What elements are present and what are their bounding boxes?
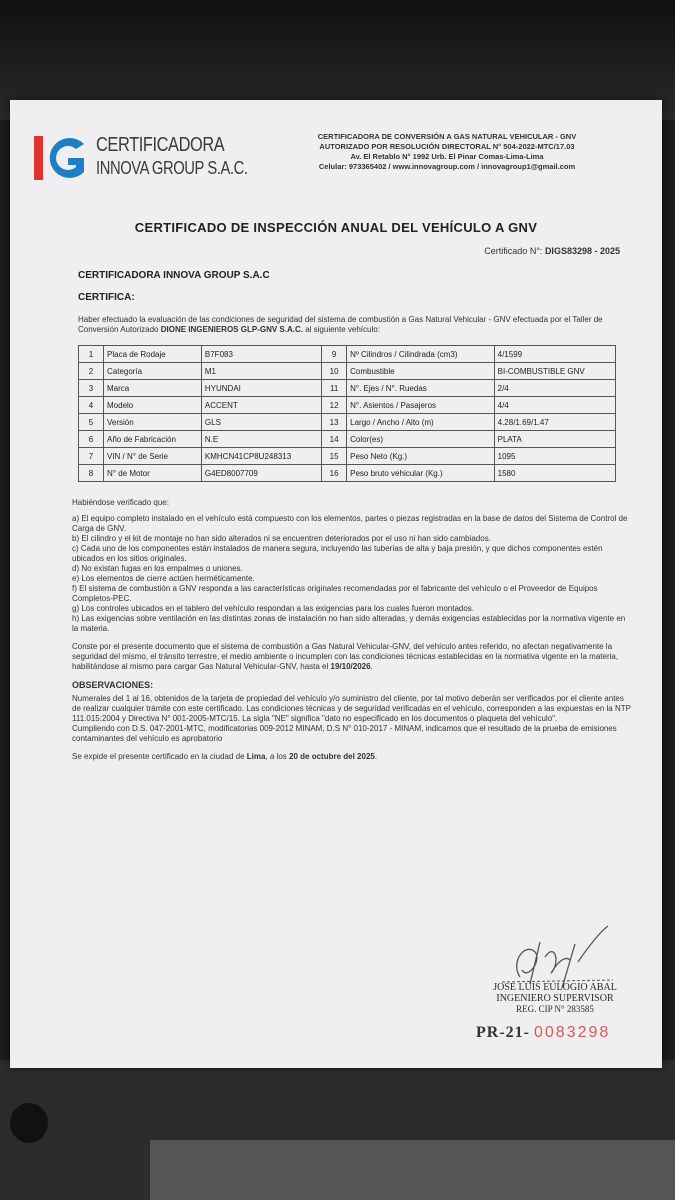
verification-item: e) Los elementos de cierre actúen herméticamente. <box>72 574 255 583</box>
company-logo <box>32 130 248 186</box>
conste-text: Conste por el presente documento que el sistema de combustión a Gas Natural Vehicular-GNV, del vehículo antes referido, no afectan negativamente la seguridad del mismo, el tránsito terrestre, el medio ambiente o incumplen con las condiciones técnicas establecidas en la normativa vigente en la materia, habilitándose al mismo para cargar Gas Natural Vehicular-GNV, hasta el <box>72 642 619 671</box>
table-cell-field-value: 2/4 <box>494 380 615 397</box>
table-cell-field-value: N.E <box>201 431 321 448</box>
vehicle-table-row <box>79 380 616 397</box>
table-cell-row-num: 11 <box>322 380 347 397</box>
vehicle-table-row <box>79 397 616 414</box>
verification-item: f) El sistema de combustión a GNV responda a las características originales recomendadas por el fabricante del vehículo o el Proveedor de Equipos Completos-PEC. <box>72 584 598 603</box>
header-line: Celular: 973365402 / www.innovagroup.com / innovagroup1@gmail.com <box>318 162 576 171</box>
table-cell-field-label: VIN / N° de Serie <box>104 448 202 465</box>
floor <box>150 1140 675 1200</box>
vehicle-table <box>78 345 616 482</box>
table-cell-field-value: PLATA <box>494 431 615 448</box>
certificate-number <box>484 246 620 256</box>
table-cell-field-label: N°. Asientos / Pasajeros <box>347 397 495 414</box>
serial-digits: 0083298 <box>533 1024 611 1041</box>
table-cell-row-num: 2 <box>79 363 104 380</box>
table-cell-field-value: G4ED8007709 <box>201 465 321 482</box>
observaciones-text2: Cumpliendo con D.S. 047-2001-MTC, modificatorias 009-2012 MINAM, D.S N° 010-2017 - MINAM, indicamos que el resultado de la prueba de emisiones contaminantes del vehículo es aprobatorio <box>72 724 617 743</box>
observaciones-title: OBSERVACIONES: <box>72 680 154 690</box>
table-cell-field-value: B7F083 <box>201 346 321 363</box>
verification-item: c) Cada uno de los componentes están instalados de manera segura, incluyendo las tuberías de alta y baja presión, y que dichos componentes estén ubicados en los sitios originales. <box>72 544 603 563</box>
table-cell-field-value: BI-COMBUSTIBLE GNV <box>494 363 615 380</box>
table-cell-field-label: Categoría <box>104 363 202 380</box>
background-bottom <box>0 1060 675 1200</box>
cert-number-value: DIGS83298 - 2025 <box>544 246 620 256</box>
table-cell-field-label: Modelo <box>104 397 202 414</box>
table-cell-field-value: 4.28/1.69/1.47 <box>494 414 615 431</box>
table-cell-field-label: N°. Ejes / N°. Ruedas <box>347 380 495 397</box>
table-cell-field-label: N° de Motor <box>104 465 202 482</box>
table-cell-field-label: Nº Cilindros / Cilindrada (cm3) <box>347 346 495 363</box>
table-cell-row-num: 9 <box>322 346 347 363</box>
table-cell-row-num: 13 <box>322 414 347 431</box>
serial-prefix: PR-21- <box>476 1024 530 1041</box>
table-cell-field-value: KMHCN41CP8U248313 <box>201 448 321 465</box>
header-info <box>282 132 612 172</box>
logo-line2: INNOVA GROUP S.A.C. <box>96 158 248 178</box>
vehicle-table-row <box>79 448 616 465</box>
punch-hole <box>10 1103 48 1143</box>
conste-paragraph <box>72 642 632 672</box>
table-cell-row-num: 4 <box>79 397 104 414</box>
observaciones-text: Numerales del 1 al 16, obtenidos de la tarjeta de propiedad del vehículo y/o suministro del cliente, por tal motivo deberán ser verificados por el cliente antes de realizar cualquier trámite con este certificado. Las condiciones técnicas y de seguridad verificadas en el vehículo, corresponden a las expuestas en la NTP 111.015:2004 y Directiva N° 001-2005-MTC/15. La sigla "NE" significa "dato no especificado en los documentos o plaqueta del vehículo". <box>72 694 631 723</box>
table-cell-field-label: Color(es) <box>347 431 495 448</box>
vehicle-table-row <box>79 363 616 380</box>
table-cell-row-num: 6 <box>79 431 104 448</box>
table-cell-field-label: Marca <box>104 380 202 397</box>
closing-line <box>72 752 632 762</box>
verification-item: a) El equipo completo instalado en el vehículo está compuesto con los elementos, partes o piezas registradas en la base de datos del Sistema de Control de Carga de GNV. <box>72 514 628 533</box>
table-cell-field-value: 1095 <box>494 448 615 465</box>
certificate-sheet <box>10 100 662 1068</box>
verification-item: d) No existan fugas en los empalmes o uniones. <box>72 564 243 573</box>
ig-logo-icon <box>32 130 94 186</box>
header-line: Av. El Retablo N° 1992 Urb. El Pinar Comas-Lima-Lima <box>350 152 544 161</box>
table-cell-field-value: ACCENT <box>201 397 321 414</box>
table-cell-row-num: 14 <box>322 431 347 448</box>
closing-end: . <box>374 752 378 761</box>
table-cell-field-label: Largo / Ancho / Alto (m) <box>347 414 495 431</box>
vehicle-table-row <box>79 465 616 482</box>
header-line: CERTIFICADORA DE CONVERSIÓN A GAS NATURAL VEHICULAR - GNV <box>317 132 577 141</box>
table-cell-field-label: Versión <box>104 414 202 431</box>
intro-text-end: al siguiente vehículo: <box>302 325 380 334</box>
table-cell-field-value: 4/1599 <box>494 346 615 363</box>
closing-mid: , a los <box>265 752 290 761</box>
table-cell-row-num: 15 <box>322 448 347 465</box>
intro-paragraph <box>78 315 618 335</box>
table-cell-field-label: Placa de Rodaje <box>104 346 202 363</box>
table-cell-field-label: Peso Neto (Kg.) <box>347 448 495 465</box>
verification-item: b) El cilindro y el kit de montaje no han sido alterados ni se encuentren deteriorados por el uso ni han sido cambiados. <box>72 534 491 543</box>
table-cell-field-label: Combustible <box>347 363 495 380</box>
table-cell-field-label: Peso bruto vehicular (Kg.) <box>347 465 495 482</box>
intro-text: Haber efectuado la evaluación de las condiciones de seguridad del sistema de combustión a Gas Natural Vehicular - GNV efectuada por el Taller de Conversión Autorizado <box>78 315 603 334</box>
verification-item: h) Las exigencias sobre ventilación en las distintas zonas de instalación no han sido alteradas, y demás exigencias establecidas por la normativa vigente en la materia. <box>72 614 626 633</box>
table-cell-row-num: 10 <box>322 363 347 380</box>
header-line: AUTORIZADO POR RESOLUCIÓN DIRECTORAL N° 504-2022-MTC/17.03 <box>319 142 575 151</box>
document-title: CERTIFICADO DE INSPECCIÓN ANUAL DEL VEHÍCULO A GNV <box>134 220 538 235</box>
vehicle-table-row <box>79 346 616 363</box>
serial-number <box>476 1024 610 1042</box>
verification-item: g) Los controles ubicados en el tablero del vehículo respondan a las exigencias para los cuales fueron montados. <box>72 604 475 613</box>
certifica-heading: CERTIFICA: <box>78 292 135 303</box>
table-cell-row-num: 5 <box>79 414 104 431</box>
table-cell-field-value: HYUNDAI <box>201 380 321 397</box>
closing-pre: Se expide el presente certificado en la ciudad de <box>72 752 247 761</box>
vehicle-table-row <box>79 414 616 431</box>
table-cell-field-value: GLS <box>201 414 321 431</box>
table-cell-field-label: Año de Fabricación <box>104 431 202 448</box>
signer-name: JOSE LUIS EULOGIO ABAL <box>493 982 617 993</box>
period: . <box>370 662 373 671</box>
signer-role: INGENIERO SUPERVISOR <box>496 993 614 1004</box>
vehicle-table-row <box>79 431 616 448</box>
closing-date: 20 de octubre del 2025 <box>289 752 375 761</box>
verification-section <box>72 498 632 762</box>
logo-line1: CERTIFICADORA <box>96 134 225 156</box>
valid-until: 19/10/2026 <box>330 662 371 671</box>
company-name: CERTIFICADORA INNOVA GROUP S.A.C <box>78 270 270 281</box>
signature-block <box>470 982 640 1015</box>
table-cell-row-num: 1 <box>79 346 104 363</box>
cert-label: Certificado N°: <box>484 246 543 256</box>
verification-lead: Habiéndose verificado que: <box>72 498 169 507</box>
table-cell-row-num: 16 <box>322 465 347 482</box>
verification-list <box>72 514 632 634</box>
table-cell-row-num: 8 <box>79 465 104 482</box>
table-cell-row-num: 12 <box>322 397 347 414</box>
table-cell-field-value: M1 <box>201 363 321 380</box>
table-cell-field-value: 4/4 <box>494 397 615 414</box>
table-cell-row-num: 3 <box>79 380 104 397</box>
closing-city: Lima <box>246 752 266 761</box>
table-cell-row-num: 7 <box>79 448 104 465</box>
workshop-name: DIONE INGENIEROS GLP-GNV S.A.C. <box>160 325 303 334</box>
signer-reg: REG. CIP N° 283585 <box>516 1004 594 1014</box>
table-cell-field-value: 1580 <box>494 465 615 482</box>
